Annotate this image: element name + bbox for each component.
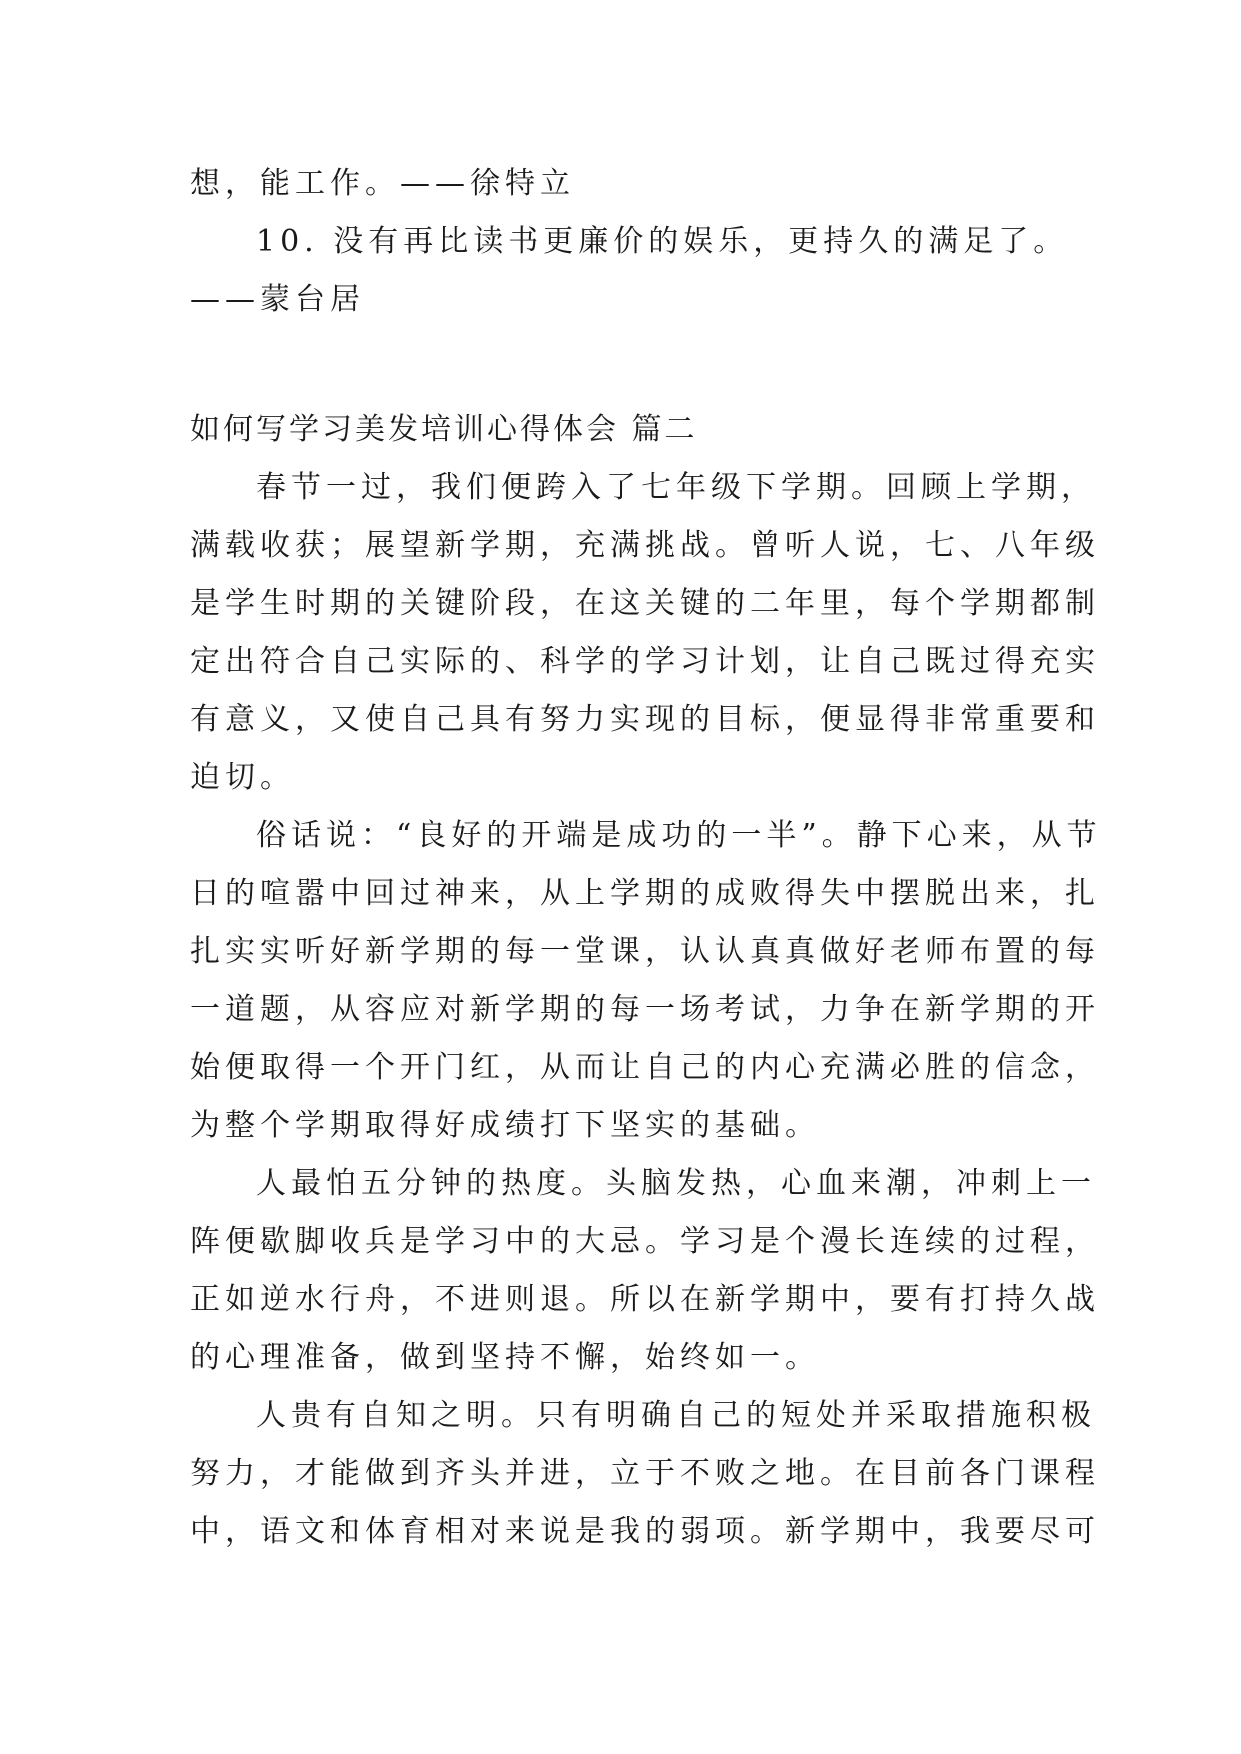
text-line: 中，语文和体育相对来说是我的弱项。新学期中，我要尽可 <box>190 1514 1100 1549</box>
text-line: 有意义，又使自己具有努力实现的目标，便显得非常重要和 <box>190 702 1100 737</box>
text-line: 一道题，从容应对新学期的每一场考试，力争在新学期的开 <box>190 992 1100 1027</box>
text-line: 春节一过，我们便跨入了七年级下学期。回顾上学期， <box>256 470 1096 505</box>
text-line: 俗话说：“良好的开端是成功的一半”。静下心来，从节 <box>256 818 1102 853</box>
text-line: ——蒙台居 <box>190 282 365 317</box>
text-line: 始便取得一个开门红，从而让自己的内心充满必胜的信念， <box>190 1050 1100 1085</box>
document-body <box>190 155 1102 1561</box>
text-line: 是学生时期的关键阶段，在这关键的二年里，每个学期都制 <box>190 586 1100 621</box>
text-line: 阵便歇脚收兵是学习中的大忌。学习是个漫长连续的过程， <box>190 1224 1100 1259</box>
text-line: 的心理准备，做到坚持不懈，始终如一。 <box>190 1340 820 1375</box>
text-line: 10. 没有再比读书更廉价的娱乐，更持久的满足了。 <box>256 224 1069 259</box>
text-line: 人最怕五分钟的热度。头脑发热，心血来潮，冲刺上一 <box>256 1166 1096 1201</box>
section-gap <box>190 329 1060 401</box>
text-line: 努力，才能做到齐头并进，立于不败之地。在目前各门课程 <box>190 1456 1100 1491</box>
paragraph <box>190 1387 1100 1561</box>
text-line: 人贵有自知之明。只有明确自己的短处并采取措施积极 <box>256 1398 1096 1433</box>
text-line: 正如逆水行舟，不进则退。所以在新学期中，要有打持久战 <box>190 1282 1100 1317</box>
text-line: 扎实实听好新学期的每一堂课，认认真真做好老师布置的每 <box>190 934 1100 969</box>
text-line: 为整个学期取得好成绩打下坚实的基础。 <box>190 1108 820 1143</box>
section-heading: 如何写学习美发培训心得体会 篇二 <box>190 412 698 447</box>
text-line: 日的喧嚣中回过神来，从上学期的成败得失中摆脱出来，扎 <box>190 876 1100 911</box>
paragraph <box>190 459 1100 807</box>
paragraph <box>190 807 1102 1155</box>
paragraph <box>190 1155 1100 1387</box>
text-line: 想，能工作。——徐特立 <box>190 166 575 201</box>
text-line: 迫切。 <box>190 760 295 795</box>
text-line: 满载收获；展望新学期，充满挑战。曾听人说，七、八年级 <box>190 528 1100 563</box>
text-line: 定出符合自己实际的、科学的学习计划，让自己既过得充实 <box>190 644 1100 679</box>
